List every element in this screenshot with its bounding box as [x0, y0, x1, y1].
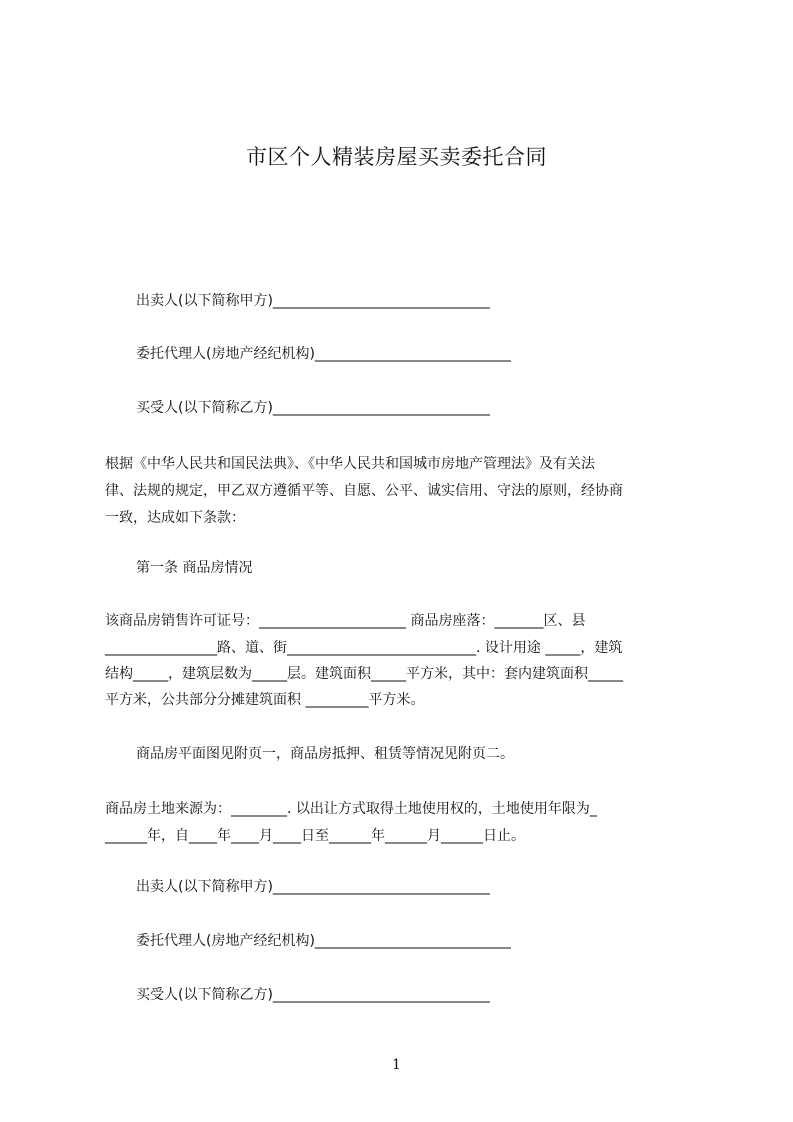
article-1-line-4: 平方米，公共部分分摊建筑面积 _________平方米。 — [105, 692, 425, 708]
attachments-line: 商品房平面图见附页一，商品房抵押、租赁等情况见附页二。 — [136, 746, 514, 762]
buyer-line-top: 买受人(以下简称乙方)_______________________________ — [136, 400, 490, 416]
buyer-line-bottom: 买受人(以下简称乙方)_______________________________ — [136, 987, 490, 1003]
preamble-line-2: 律、法规的规定，甲乙双方遵循平等、自愿、公平、诚实信用、守法的原则，经协商 — [105, 483, 623, 499]
article-1-line-3: 结构_____，建筑层数为_____层。建筑面积_____平方米，其中：套内建筑面积_____ — [105, 666, 623, 682]
land-line-2: ______年，自____年____月____日至______年______月______日止。 — [105, 828, 525, 844]
article-1-line-2: ________________路、道、街___________________________. 设计用途 _____，建筑 — [105, 640, 623, 656]
page-number: 1 — [392, 1057, 401, 1073]
seller-line-bottom: 出卖人(以下简称甲方)_______________________________ — [136, 879, 490, 895]
agent-line-top: 委托代理人(房地产经纪机构)____________________________ — [136, 346, 511, 362]
document-title: 市区个人精装房屋买卖委托合同 — [246, 145, 547, 169]
article-1-line-1: 该商品房销售许可证号：_____________________ 商品房座落：_______区、县 — [105, 613, 586, 629]
preamble-line-1: 根据《中华人民共和国民法典》、《中华人民共和国城市房地产管理法》及有关法 — [105, 456, 595, 472]
land-line-1: 商品房土地来源为：________. 以出让方式取得土地使用权的，土地使用年限为_ — [105, 801, 597, 817]
article-1-heading: 第一条 商品房情况 — [136, 560, 253, 576]
agent-line-bottom: 委托代理人(房地产经纪机构)____________________________ — [136, 933, 511, 949]
seller-line-top: 出卖人(以下简称甲方)_______________________________ — [136, 293, 490, 309]
preamble-line-3: 一致，达成如下条款： — [105, 510, 245, 526]
